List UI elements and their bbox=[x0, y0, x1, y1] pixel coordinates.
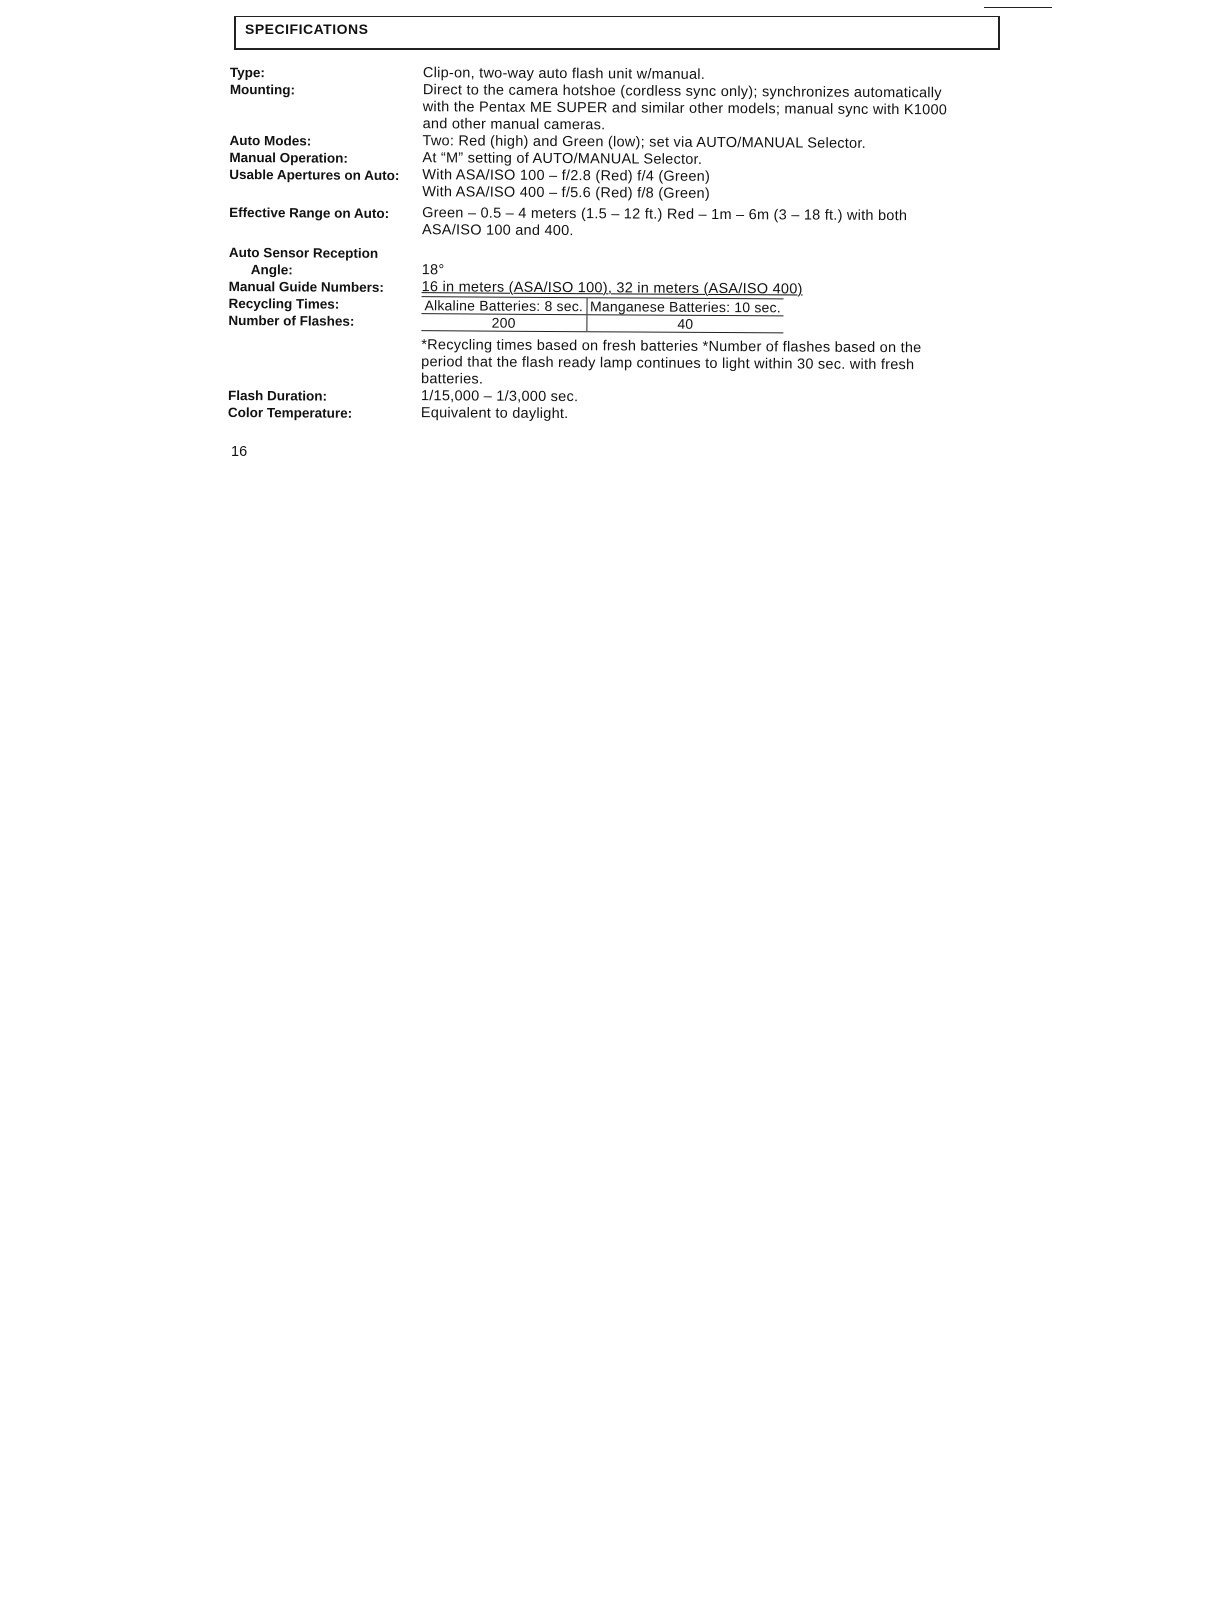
table-cell: Manganese Batteries: 10 sec. bbox=[586, 298, 783, 316]
page-number: 16 bbox=[231, 444, 248, 460]
spec-row-usable-apertures bbox=[229, 166, 1009, 205]
spec-label: Color Temperature: bbox=[227, 404, 353, 421]
footnote-line: period that the flash ready lamp continues to light within 30 sec. with fresh bbox=[421, 354, 915, 374]
spec-footnote bbox=[421, 337, 1008, 392]
spec-value: At “M” setting of AUTO/MANUAL Selector. bbox=[422, 150, 703, 168]
spec-row-color-temperature bbox=[228, 404, 1008, 426]
footnote-line: batteries. bbox=[421, 371, 484, 388]
spec-value: 18° bbox=[421, 262, 445, 279]
battery-table bbox=[421, 296, 784, 333]
footnote-line: *Recycling times based on fresh batteries *Number of flashes based on the bbox=[421, 337, 922, 357]
top-rule bbox=[984, 7, 1052, 8]
spec-label: Auto Modes: bbox=[229, 132, 312, 149]
spec-value bbox=[422, 167, 1009, 205]
specifications-list bbox=[228, 64, 1010, 426]
spec-value: Two: Red (high) and Green (low); set via AUTO/MANUAL Selector. bbox=[422, 133, 866, 152]
spec-label: Recycling Times: bbox=[228, 295, 340, 312]
table-cell: 200 bbox=[421, 314, 586, 332]
spec-value-line: and other manual cameras. bbox=[422, 116, 606, 134]
spec-label: Usable Apertures on Auto: bbox=[229, 166, 400, 184]
spec-label: Manual Operation: bbox=[229, 149, 348, 166]
spec-value: 16 in meters (ASA/ISO 100), 32 in meters (ASA/ISO 400) bbox=[421, 279, 803, 298]
spec-value-line: With ASA/ISO 100 – f/2.8 (Red) f/4 (Green) bbox=[422, 167, 711, 185]
spec-value bbox=[422, 205, 1009, 243]
spec-value bbox=[421, 296, 1008, 335]
spec-value-line: with the Pentax ME SUPER and similar other models; manual sync with K1000 bbox=[422, 99, 948, 119]
spec-value: Equivalent to daylight. bbox=[420, 405, 569, 423]
spec-label-group bbox=[228, 295, 421, 330]
spec-label: Angle: bbox=[250, 262, 293, 278]
spec-label: Flash Duration: bbox=[227, 387, 328, 404]
spec-value-line: With ASA/ISO 400 – f/5.6 (Red) f/8 (Green) bbox=[422, 184, 710, 202]
spec-row-recycling-and-flashes bbox=[228, 295, 1008, 335]
spec-label: Effective Range on Auto: bbox=[229, 204, 390, 221]
spec-label: Number of Flashes: bbox=[228, 312, 355, 329]
spec-row-mounting bbox=[230, 81, 1010, 137]
spec-value: Clip-on, two-way auto flash unit w/manual. bbox=[422, 65, 706, 83]
table-row bbox=[421, 314, 783, 333]
section-header-box bbox=[234, 16, 1000, 50]
spec-value-line: ASA/ISO 100 and 400. bbox=[421, 222, 574, 240]
spec-label: Manual Guide Numbers: bbox=[228, 278, 384, 295]
spec-label: Type: bbox=[229, 64, 266, 81]
spec-value-line: Direct to the camera hotshoe (cordless sync only); synchronizes automatically bbox=[422, 82, 942, 102]
spec-value-line: Green – 0.5 – 4 meters (1.5 – 12 ft.) Red – 1m – 6m (3 – 18 ft.) with both bbox=[422, 205, 908, 225]
spec-row-effective-range bbox=[229, 204, 1009, 243]
spec-value: 1/15,000 – 1/3,000 sec. bbox=[420, 388, 579, 406]
spec-label: Auto Sensor Reception bbox=[228, 244, 379, 261]
spec-label: Mounting: bbox=[229, 81, 296, 98]
section-title: SPECIFICATIONS bbox=[245, 21, 369, 37]
spec-value bbox=[423, 82, 1010, 137]
table-cell: 40 bbox=[586, 315, 783, 333]
table-row bbox=[421, 297, 783, 316]
table-cell: Alkaline Batteries: 8 sec. bbox=[421, 297, 586, 315]
spec-row-footnote bbox=[228, 336, 1008, 392]
